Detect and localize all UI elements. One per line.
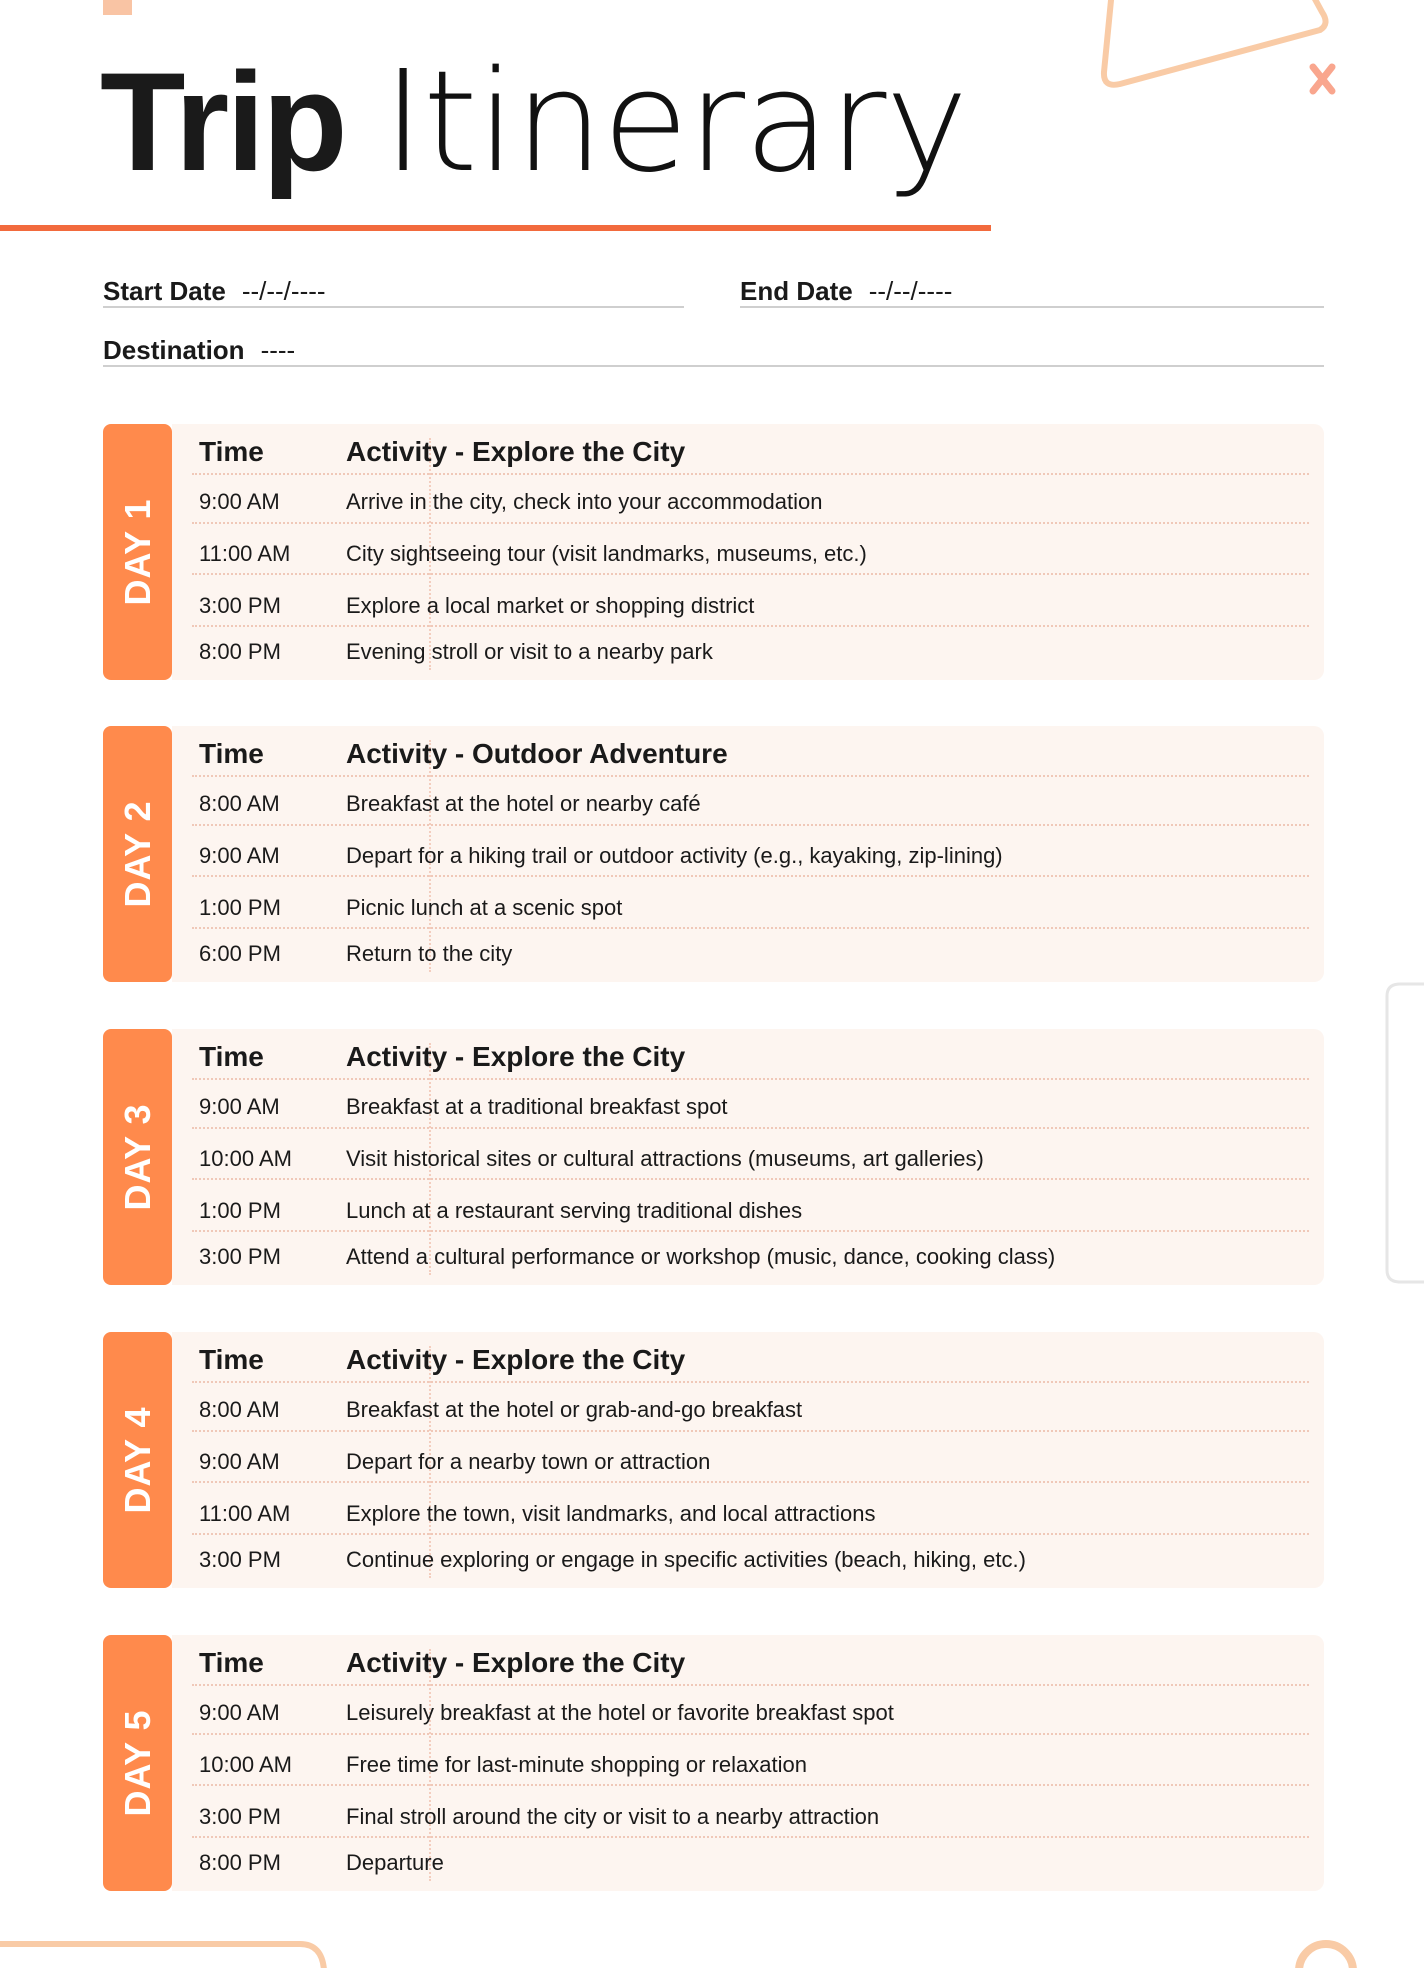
time-cell: 10:00 AM <box>199 1752 292 1777</box>
row-divider <box>192 573 1309 575</box>
end-date-field[interactable] <box>740 276 1324 308</box>
day-label: DAY 4 <box>116 1406 158 1514</box>
destination-value: ---- <box>260 335 296 365</box>
time-cell: 8:00 AM <box>199 1397 280 1422</box>
day-4-section <box>103 1332 1324 1588</box>
time-cell: 6:00 PM <box>199 941 281 966</box>
activity-cell: Free time for last-minute shopping or relaxation <box>346 1752 807 1777</box>
activity-cell: Depart for a hiking trail or outdoor activity (e.g., kayaking, zip-lining) <box>346 843 1003 868</box>
row-divider <box>192 1127 1309 1129</box>
row-divider <box>192 1733 1309 1735</box>
time-cell: 9:00 AM <box>199 489 280 514</box>
activity-header: Activity - Explore the City <box>346 1344 686 1375</box>
page-title: Trip Itinerary <box>100 41 968 204</box>
time-cell: 9:00 AM <box>199 843 280 868</box>
time-cell: 8:00 PM <box>199 639 281 664</box>
time-cell: 3:00 PM <box>199 1804 281 1829</box>
activity-cell: Departure <box>346 1850 444 1875</box>
time-cell: 3:00 PM <box>199 593 281 618</box>
time-cell: 9:00 AM <box>199 1449 280 1474</box>
itinerary-table <box>172 1332 1324 1588</box>
activity-cell: Explore the town, visit landmarks, and local attractions <box>346 1501 876 1526</box>
row-divider <box>192 1230 1309 1232</box>
activity-cell: Continue exploring or engage in specific activities (beach, hiking, etc.) <box>346 1547 1026 1572</box>
day-2-section <box>103 726 1324 982</box>
activity-header: Activity - Outdoor Adventure <box>346 738 728 769</box>
row-divider <box>192 1836 1309 1838</box>
row-divider <box>192 1381 1309 1383</box>
end-date-label: End Date <box>740 276 853 306</box>
activity-cell: Visit historical sites or cultural attractions (museums, art galleries) <box>346 1146 984 1171</box>
decor-circle <box>1290 1935 1370 1968</box>
row-divider <box>192 625 1309 627</box>
day-tab <box>103 424 172 680</box>
row-divider <box>192 1481 1309 1483</box>
row-divider <box>192 1078 1309 1080</box>
time-header: Time <box>199 1041 264 1072</box>
activity-cell: Final stroll around the city or visit to a nearby attraction <box>346 1804 880 1829</box>
day-5-section <box>103 1635 1324 1891</box>
row-divider <box>192 1533 1309 1535</box>
time-header: Time <box>199 738 264 769</box>
activity-cell: Explore a local market or shopping district <box>346 593 755 618</box>
time-cell: 10:00 AM <box>199 1146 292 1171</box>
time-header: Time <box>199 1647 264 1678</box>
activity-cell: Arrive in the city, check into your accommodation <box>346 489 823 514</box>
itinerary-table <box>172 1029 1324 1285</box>
day-1-section <box>103 424 1324 680</box>
activity-header: Activity - Explore the City <box>346 436 686 467</box>
day-tab <box>103 1029 172 1285</box>
row-divider <box>192 824 1309 826</box>
time-cell: 11:00 AM <box>199 541 291 566</box>
activity-cell: Lunch at a restaurant serving traditional dishes <box>346 1198 803 1223</box>
time-cell: 9:00 AM <box>199 1094 280 1119</box>
time-cell: 8:00 AM <box>199 791 280 816</box>
destination-label: Destination <box>103 335 245 365</box>
start-date-label: Start Date <box>103 276 226 306</box>
time-cell: 3:00 PM <box>199 1244 281 1269</box>
row-divider <box>192 1178 1309 1180</box>
activity-cell: Breakfast at a traditional breakfast spot <box>346 1094 728 1119</box>
day-label: DAY 2 <box>116 800 158 908</box>
decor-triangle-icon <box>1090 0 1350 110</box>
day-tab <box>103 726 172 982</box>
row-divider <box>192 1430 1309 1432</box>
time-cell: 1:00 PM <box>199 1198 281 1223</box>
row-divider <box>192 775 1309 777</box>
activity-cell: Leisurely breakfast at the hotel or favorite breakfast spot <box>346 1700 894 1725</box>
day-label: DAY 1 <box>116 498 158 606</box>
row-divider <box>192 875 1309 877</box>
end-date-value: --/--/---- <box>868 276 953 306</box>
time-cell: 9:00 AM <box>199 1700 280 1725</box>
decor-rounded-rect <box>0 1930 340 1968</box>
itinerary-table <box>172 1635 1324 1891</box>
activity-cell: Return to the city <box>346 941 513 966</box>
time-header: Time <box>199 436 264 467</box>
activity-cell: Breakfast at the hotel or grab-and-go breakfast <box>346 1397 803 1422</box>
decor-bracket <box>1380 980 1424 1290</box>
activity-cell: Evening stroll or visit to a nearby park <box>346 639 713 664</box>
day-tab <box>103 1332 172 1588</box>
title-divider <box>0 225 991 231</box>
time-cell: 11:00 AM <box>199 1501 291 1526</box>
close-x-icon <box>1313 67 1332 91</box>
time-cell: 8:00 PM <box>199 1850 281 1875</box>
activity-cell: Depart for a nearby town or attraction <box>346 1449 711 1474</box>
itinerary-table <box>172 726 1324 982</box>
day-tab <box>103 1635 172 1891</box>
activity-header: Activity - Explore the City <box>346 1041 686 1072</box>
time-cell: 3:00 PM <box>199 1547 281 1572</box>
row-divider <box>192 1784 1309 1786</box>
row-divider <box>192 1684 1309 1686</box>
activity-cell: Attend a cultural performance or workshop (music, dance, cooking class) <box>346 1244 1056 1269</box>
day-3-section <box>103 1029 1324 1285</box>
activity-cell: Picnic lunch at a scenic spot <box>346 895 623 920</box>
day-label: DAY 5 <box>116 1709 158 1817</box>
row-divider <box>192 473 1309 475</box>
destination-field[interactable] <box>103 335 1324 367</box>
itinerary-table <box>172 424 1324 680</box>
time-header: Time <box>199 1344 264 1375</box>
activity-cell: Breakfast at the hotel or nearby café <box>346 791 701 816</box>
day-label: DAY 3 <box>116 1103 158 1211</box>
row-divider <box>192 927 1309 929</box>
start-date-field[interactable] <box>103 276 684 308</box>
decor-square <box>103 0 132 15</box>
activity-cell: City sightseeing tour (visit landmarks, museums, etc.) <box>346 541 867 566</box>
activity-header: Activity - Explore the City <box>346 1647 686 1678</box>
row-divider <box>192 522 1309 524</box>
start-date-value: --/--/---- <box>241 276 326 306</box>
time-cell: 1:00 PM <box>199 895 281 920</box>
